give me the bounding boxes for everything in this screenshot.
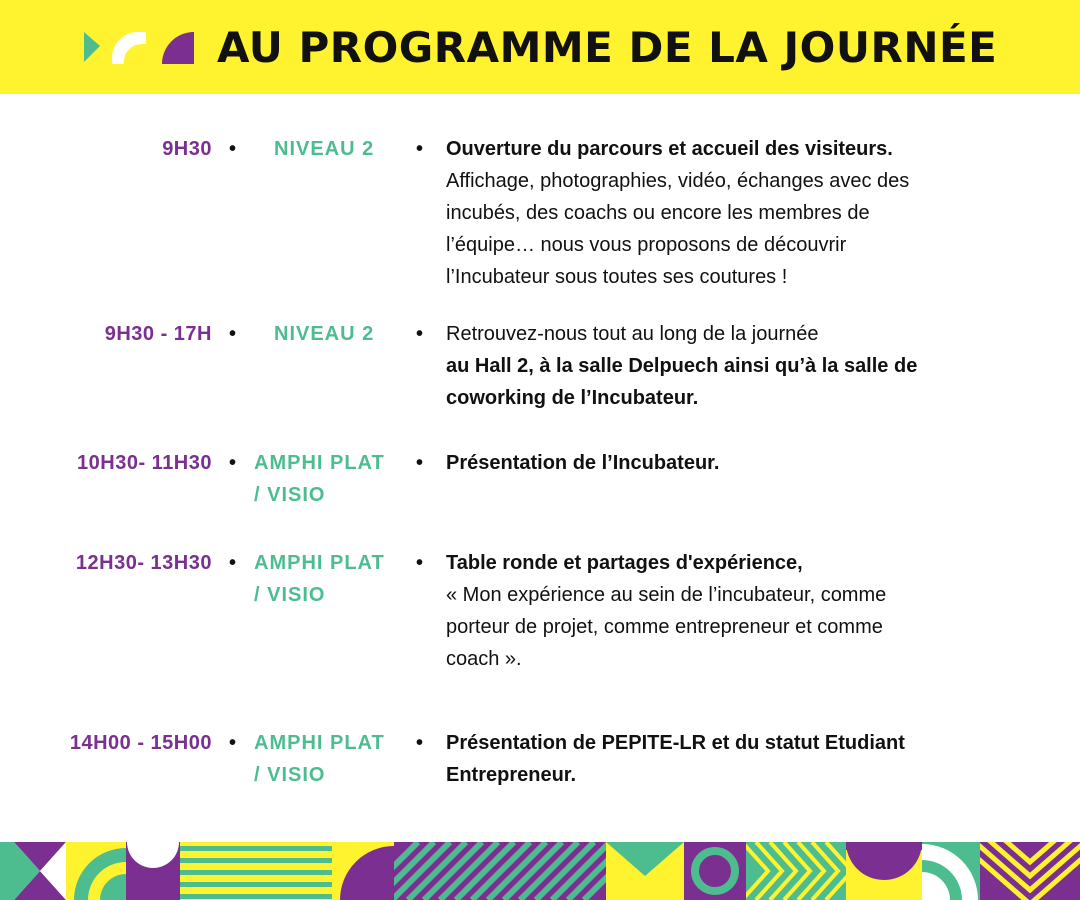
location-label: NIVEAU 2 bbox=[274, 323, 375, 345]
event-intro: Retrouvez-nous tout au long de la journée bbox=[446, 323, 819, 345]
location-label: NIVEAU 2 bbox=[274, 138, 375, 160]
event-text-line: coworking de l’Incubateur. bbox=[446, 387, 699, 409]
location-line: / VISIO bbox=[254, 764, 326, 786]
time-label: 10H30- 11H30 bbox=[77, 452, 212, 474]
page-title: AU PROGRAMME DE LA JOURNÉE bbox=[217, 23, 998, 72]
geometric-pattern-banner bbox=[0, 842, 1080, 900]
bullet: • bbox=[229, 732, 237, 754]
header-banner bbox=[0, 0, 1080, 94]
bullet: • bbox=[229, 452, 237, 474]
header-icons bbox=[82, 28, 202, 68]
event-description bbox=[446, 547, 1006, 675]
bullet: • bbox=[416, 552, 424, 574]
event-text-line: au Hall 2, à la salle Delpuech ainsi qu’à la salle de bbox=[446, 355, 918, 377]
event-text-line: porteur de projet, comme entrepreneur et comme bbox=[446, 616, 883, 638]
location-label bbox=[254, 447, 414, 511]
event-text-line: coach ». bbox=[446, 648, 522, 670]
bullet: • bbox=[229, 138, 237, 160]
event-text-line: incubés, des coachs ou encore les membres de bbox=[446, 202, 870, 224]
time-label: 9H30 bbox=[162, 138, 212, 160]
bullet: • bbox=[416, 452, 424, 474]
time-label: 12H30- 13H30 bbox=[75, 552, 212, 574]
event-description bbox=[446, 133, 1006, 293]
white-quarter-circle-icon bbox=[112, 32, 146, 64]
location-label bbox=[254, 727, 414, 791]
bullet: • bbox=[229, 323, 237, 345]
bullet: • bbox=[416, 138, 424, 160]
purple-quarter-circle-icon bbox=[162, 32, 194, 64]
location-line: AMPHI PLAT bbox=[254, 552, 385, 574]
location-line: AMPHI PLAT bbox=[254, 732, 385, 754]
event-text-line: Affichage, photographies, vidéo, échanges avec des bbox=[446, 170, 910, 192]
location-label bbox=[254, 547, 414, 611]
event-text-line: « Mon expérience au sein de l’incubateur, comme bbox=[446, 584, 887, 606]
event-text-line: l’équipe… nous vous proposons de découvrir bbox=[446, 234, 847, 256]
event-title: Table ronde et partages d'expérience, bbox=[446, 552, 803, 574]
event-description bbox=[446, 727, 1006, 791]
green-arrow-icon bbox=[84, 32, 100, 62]
bullet: • bbox=[229, 552, 237, 574]
location-line: / VISIO bbox=[254, 584, 326, 606]
event-text-line: l’Incubateur sous toutes ses coutures ! bbox=[446, 266, 788, 288]
event-title: Ouverture du parcours et accueil des visiteurs. bbox=[446, 138, 893, 160]
location-line: / VISIO bbox=[254, 484, 326, 506]
event-description bbox=[446, 318, 1006, 414]
bullet: • bbox=[416, 732, 424, 754]
event-title-line: Entrepreneur. bbox=[446, 764, 577, 786]
event-title-line: Présentation de PEPITE-LR et du statut Etudiant bbox=[446, 732, 905, 754]
location-line: AMPHI PLAT bbox=[254, 452, 385, 474]
time-label: 9H30 - 17H bbox=[104, 323, 212, 345]
time-label: 14H00 - 15H00 bbox=[69, 732, 212, 754]
bullet: • bbox=[416, 323, 424, 345]
event-title: Présentation de l’Incubateur. bbox=[446, 452, 720, 474]
event-description bbox=[446, 447, 1006, 479]
